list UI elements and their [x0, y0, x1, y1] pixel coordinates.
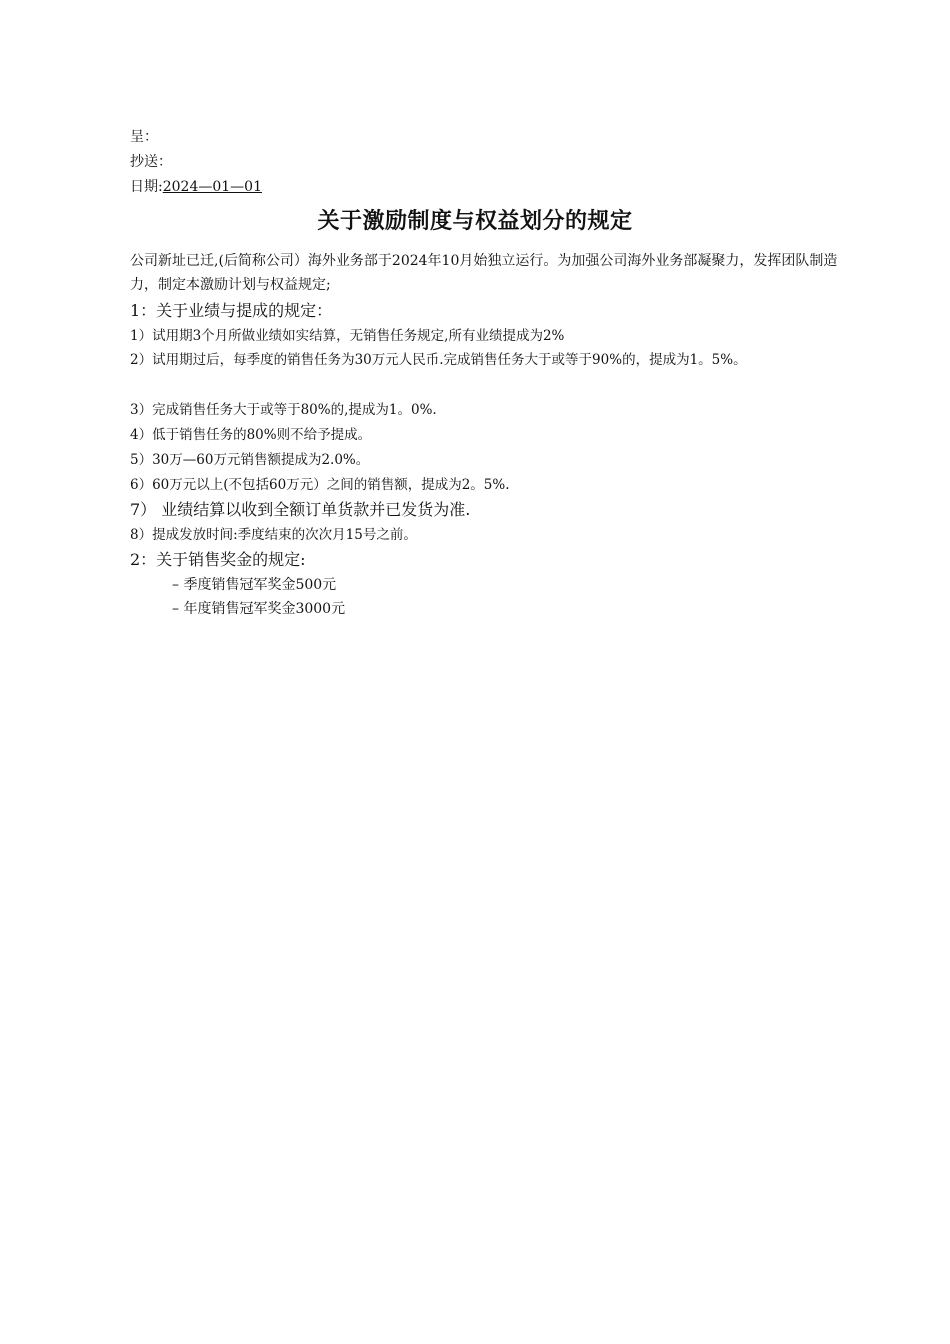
section1-item: 6）60万元以上(不包括60万元）之间的销售额，提成为2。5%.: [130, 477, 510, 493]
date-line: [130, 177, 262, 197]
cc-line: [130, 152, 172, 172]
document-title: 关于激励制度与权益划分的规定: [317, 209, 633, 234]
cc-label: 抄送：: [130, 154, 172, 170]
section1-item: 2）试用期过后，每季度的销售任务为30万元人民币.完成销售任务大于或等于90%的，提成为1。5%。: [130, 352, 747, 368]
section1-item: 4）低于销售任务的80%则不给予提成。: [130, 427, 372, 443]
to-line: [130, 127, 158, 147]
section1-item: 8）提成发放时间:季度结束的次次月15号之前。: [130, 527, 417, 543]
to-label: 呈：: [130, 129, 158, 145]
date-label: 日期:: [130, 179, 163, 195]
section2-bullet: – 年度销售冠军奖金3000元: [172, 601, 346, 617]
section2-bullet: – 季度销售冠军奖金500元: [172, 577, 337, 593]
section1-item: 7） 业绩结算以收到全额订单货款并已发货为准.: [130, 500, 471, 519]
intro-paragraph: 公司新址已迁,(后简称公司）海外业务部于2024年10月始独立运行。为加强公司海外业务部凝聚力，发挥团队制造力，制定本激励计划与权益规定;: [130, 253, 838, 293]
section1-item: 1）试用期3个月所做业绩如实结算，无销售任务规定,所有业绩提成为2%: [130, 328, 565, 344]
date-value: 2024—01—01: [162, 179, 262, 195]
section2-heading: 2：关于销售奖金的规定:: [130, 550, 306, 569]
section1-heading: 1：关于业绩与提成的规定：: [130, 301, 333, 320]
section1-item: 3）完成销售任务大于或等于80%的,提成为1。0%.: [130, 402, 437, 418]
section1-item: 5）30万—60万元销售额提成为2.0%。: [130, 452, 370, 468]
